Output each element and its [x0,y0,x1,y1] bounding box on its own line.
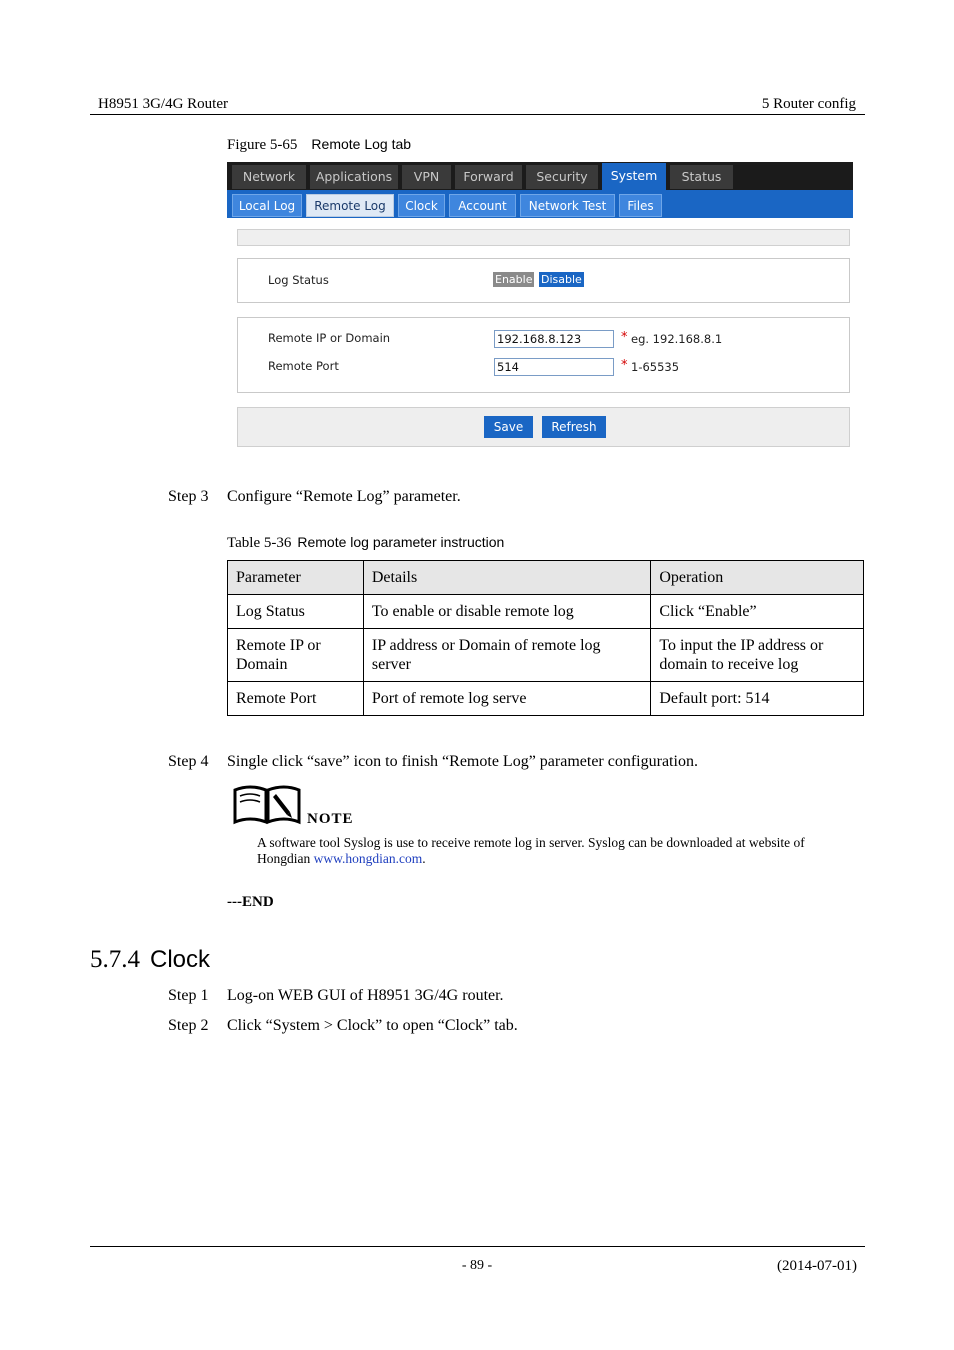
save-button[interactable]: Save [484,416,533,438]
table-header-row [228,561,864,595]
table-cell: IP address or Domain of remote log server [363,629,650,682]
table-row [228,682,864,716]
table-cell: Click “Enable” [651,595,864,629]
remote-ip-label: Remote IP or Domain [268,331,391,345]
tab-status[interactable]: Status [670,165,733,189]
step-3-number: Step 3 [168,488,209,505]
table-cell: Log Status [228,595,364,629]
tab-forward[interactable]: Forward [455,165,522,189]
tab-vpn[interactable]: VPN [402,165,451,189]
remote-port-hint: 1-65535 [631,360,680,374]
clock-step-1-number: Step 1 [168,987,209,1004]
table-cell: Default port: 514 [651,682,864,716]
remote-ip-input[interactable]: 192.168.8.123 [494,330,614,348]
note-label: NOTE [307,811,354,827]
remote-ip-required-mark: * [621,330,628,345]
table-header-details: Details [363,561,650,595]
remote-settings-panel [237,317,850,393]
table-caption [227,534,504,552]
step-4-number: Step 4 [168,753,209,770]
log-status-label: Log Status [268,273,329,287]
title-bar [237,229,850,246]
table-cell: Port of remote log serve [363,682,650,716]
clock-step-2 [168,1017,518,1035]
enable-option[interactable]: Enable [495,273,533,286]
clock-step-1-text: Log-on WEB GUI of H8951 3G/4G router. [227,987,504,1004]
table-caption-number: Table 5-36 [227,535,292,551]
subtab-account[interactable]: Account [449,194,516,217]
step-4-text: Single click “save” icon to finish “Remote Log” parameter configuration. [227,753,698,770]
top-navigation [227,162,853,190]
subtab-remote-log[interactable]: Remote Log [306,194,394,217]
page-number: - 89 - [461,1258,493,1273]
table-header-operation: Operation [651,561,864,595]
figure-caption-number: Figure 5-65 [227,137,298,153]
table-cell: To enable or disable remote log [363,595,650,629]
disable-option[interactable]: Disable [541,273,582,286]
tab-applications[interactable]: Applications [310,165,398,189]
end-marker: ---END [227,894,274,910]
step-3-text: Configure “Remote Log” parameter. [227,488,461,505]
router-ui-screenshot [227,162,853,452]
clock-step-2-number: Step 2 [168,1017,209,1034]
book-note-icon [232,782,302,826]
tab-security[interactable]: Security [526,165,598,189]
remote-port-required-mark: * [621,358,628,373]
parameter-table [227,560,864,716]
figure-caption [227,136,411,154]
note-end-punctuation: . [422,851,426,866]
subtab-network-test[interactable]: Network Test [520,194,615,217]
section-title: Clock [150,946,211,973]
log-status-panel [237,258,850,303]
table-cell: Remote IP or Domain [228,629,364,682]
table-caption-title: Remote log parameter instruction [297,534,505,550]
remote-ip-hint: eg. 192.168.8.1 [631,332,723,346]
refresh-button[interactable]: Refresh [542,416,606,438]
table-header-parameter: Parameter [228,561,364,595]
sub-navigation [227,190,853,218]
section-heading [90,946,210,974]
subtab-clock[interactable]: Clock [398,194,445,217]
table-row [228,595,864,629]
clock-step-2-text: Click “System > Clock” to open “Clock” tab. [227,1017,518,1034]
tab-network[interactable]: Network [232,165,306,189]
step-3 [168,488,461,506]
figure-caption-title: Remote Log tab [311,136,412,152]
step-4 [168,753,698,771]
button-bar [237,407,850,447]
header-doc-title: H8951 3G/4G Router [98,96,228,112]
subtab-files[interactable]: Files [619,194,662,217]
remote-port-input[interactable]: 514 [494,358,614,376]
clock-step-1 [168,987,504,1005]
table-cell: Remote Port [228,682,364,716]
section-number: 5.7.4 [90,946,140,973]
hongdian-link[interactable]: www.hongdian.com [313,851,423,866]
tab-system[interactable]: System [602,163,666,190]
note-body: A software tool Syslog is use to receive remote log in server. Syslog can be downloaded at website of Hongdian [257,835,805,866]
subtab-local-log[interactable]: Local Log [232,194,302,217]
footer-rule [90,1246,865,1247]
table-cell: To input the IP address or domain to receive log [651,629,864,682]
note-text [257,835,857,867]
header-rule [90,114,865,115]
remote-port-label: Remote Port [268,359,339,373]
table-row [228,629,864,682]
header-chapter: 5 Router config [761,96,856,112]
footer-date: (2014-07-01) [777,1258,857,1274]
